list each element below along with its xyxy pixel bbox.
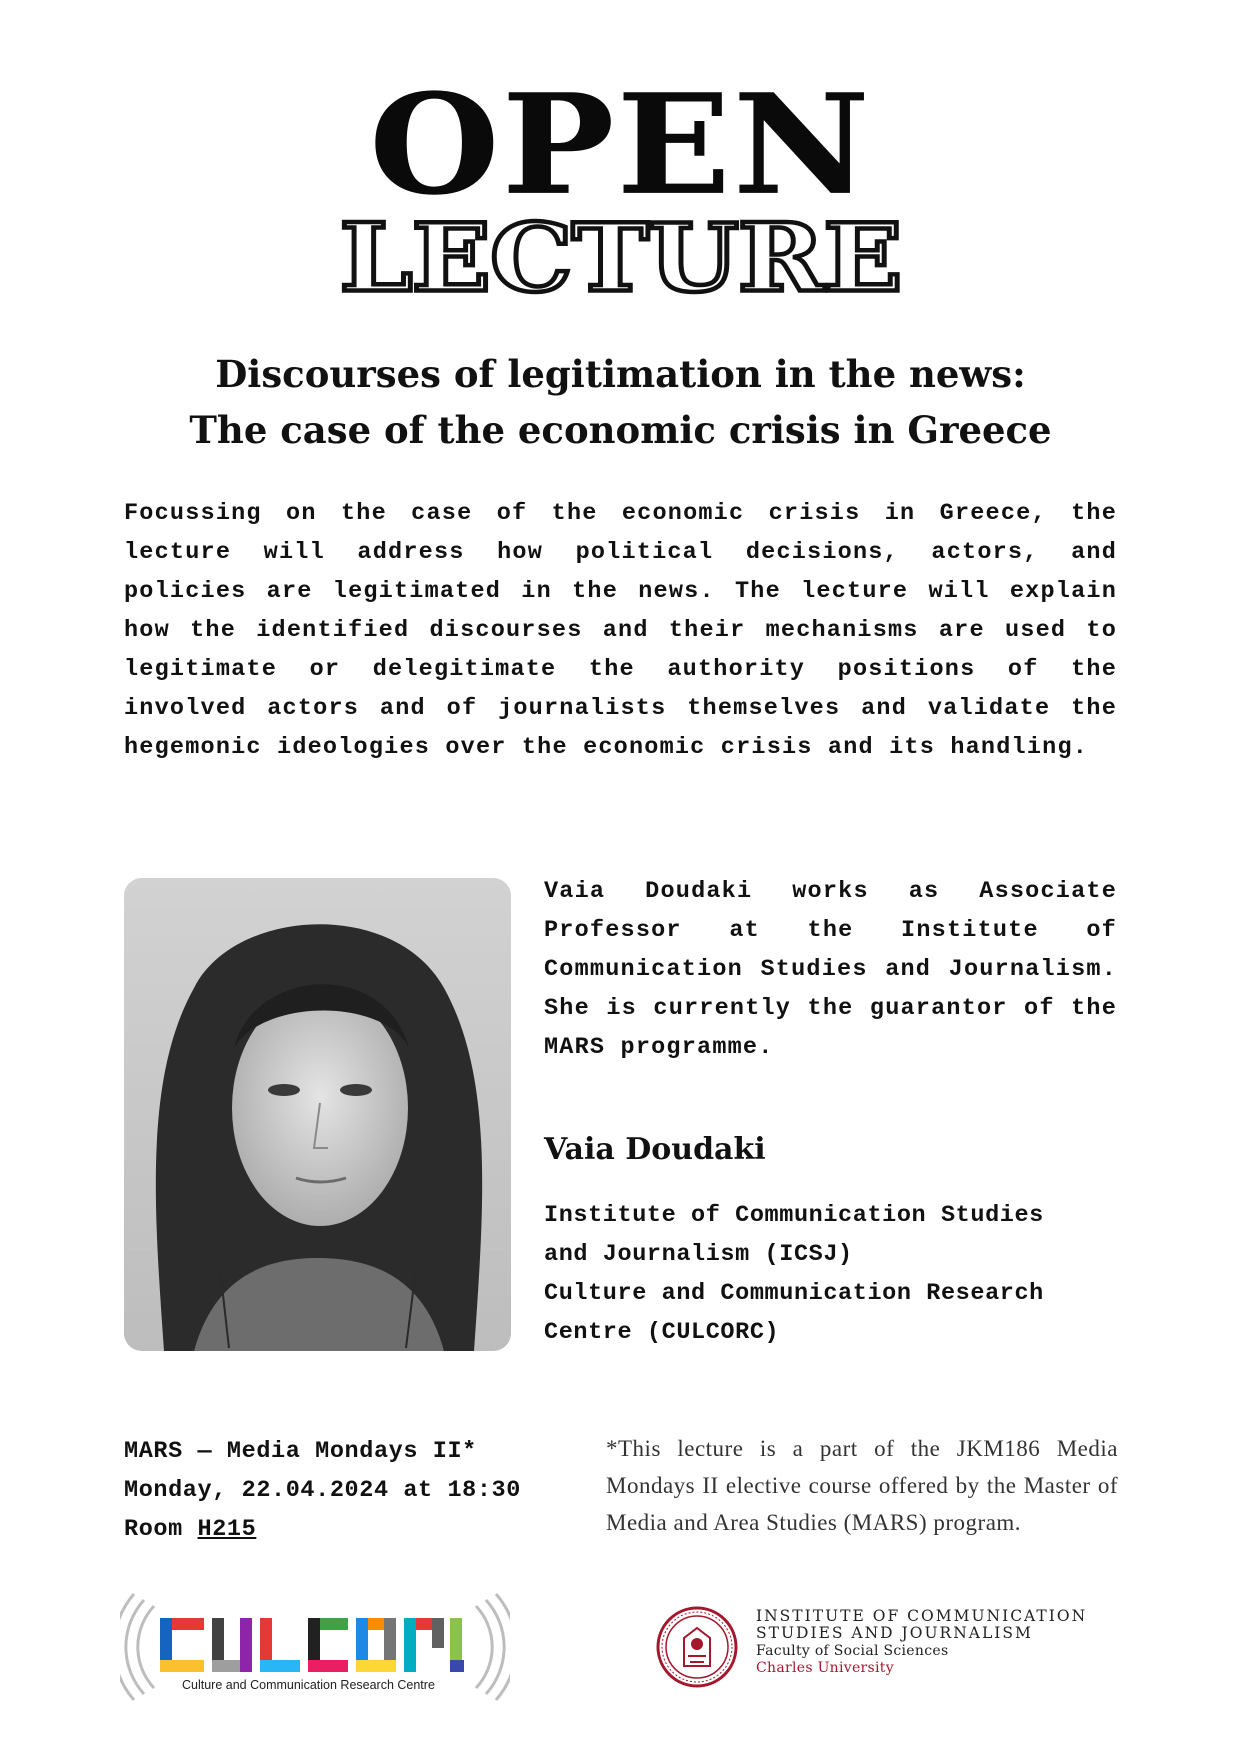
- event-series: MARS — Media Mondays II*: [124, 1438, 477, 1465]
- lecture-title-line-1: Discourses of legitimation in the news:: [215, 352, 1026, 396]
- lecture-abstract: Focussing on the case of the economic crisis in Greece, the lecture will address how political decisions, actors, and policies are legitimated in the news. The lecture will explain how the identified discourses and their mechanisms are used to legitimate or delegitimate the authority positions of the involved actors and of journalists themselves and validate the hegemonic ideologies over the economic crisis and its handling.: [124, 500, 1117, 761]
- icsj-logo-line: STUDIES AND JOURNALISM: [756, 1624, 1033, 1642]
- affiliation-line: and Journalism (ICSJ): [544, 1241, 853, 1268]
- speaker-bio: Vaia Doudaki works as Associate Professor at the Institute of Communication Studies and Journalism. She is currently the guarantor of the MARS programme.: [544, 878, 1117, 1061]
- culcorc-caption: Culture and Communication Research Centre: [182, 1678, 435, 1692]
- icsj-logo-line: Faculty of Social Sciences: [756, 1643, 949, 1659]
- icsj-logo-text: [756, 1608, 1087, 1677]
- affiliation-line: Culture and Communication Research: [544, 1280, 1044, 1307]
- event-room-code: H215: [197, 1516, 257, 1543]
- icsj-logo: [656, 1604, 1116, 1694]
- lecture-title-line-2: The case of the economic crisis in Greece: [189, 408, 1052, 452]
- headline: [0, 64, 1241, 313]
- icsj-logo-line: Charles University: [756, 1660, 894, 1676]
- affiliation-line: Institute of Communication Studies: [544, 1202, 1044, 1229]
- headline-open: OPEN: [369, 64, 872, 226]
- culcorc-logo: [120, 1592, 510, 1702]
- course-footnote: *This lecture is a part of the JKM186 Media Mondays II elective course offered by the Master of Media and Area Studies (MARS) program.: [606, 1436, 1118, 1535]
- event-room-label: Room: [124, 1516, 198, 1543]
- speaker-affiliation: [544, 1196, 1124, 1352]
- speaker-portrait-image: [124, 878, 511, 1351]
- event-details: [124, 1432, 521, 1549]
- headline-lecture: LECTURE: [339, 202, 902, 313]
- icsj-logo-line: INSTITUTE OF COMMUNICATION: [756, 1607, 1088, 1625]
- lecture-title: [100, 346, 1141, 458]
- speaker-name: Vaia Doudaki: [544, 1132, 766, 1167]
- charles-university-seal-icon: [656, 1606, 738, 1688]
- event-date-time: Monday, 22.04.2024 at 18:30: [124, 1477, 521, 1504]
- event-room: [124, 1510, 521, 1549]
- affiliation-line: Centre (CULCORC): [544, 1319, 780, 1346]
- speaker-photo: [124, 878, 511, 1351]
